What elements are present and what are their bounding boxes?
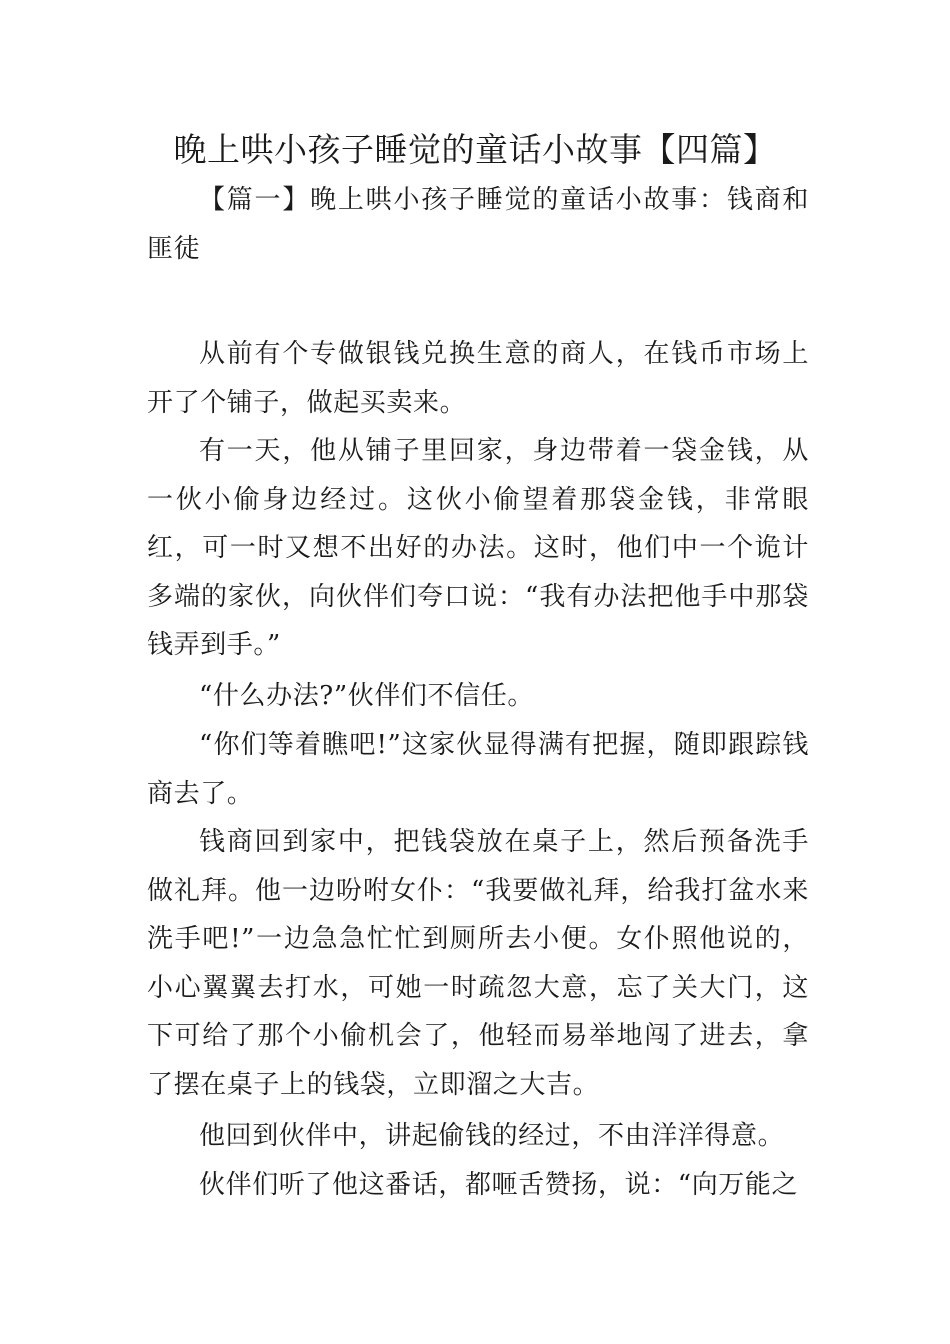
paragraph: 伙伴们听了他这番话，都咂舌赞扬，说：“向万能之	[199, 1170, 799, 1200]
paragraph: 从前有个专做银钱兑换生意的商人，在钱币市场上开了个铺子，做起买卖来。	[147, 339, 809, 418]
document-title: 晚上哄小孩子睡觉的童话小故事【四篇】	[173, 130, 777, 169]
paragraph: 有一天，他从铺子里回家，身边带着一袋金钱，从一伙小偷身边经过。这伙小偷望着那袋金钱，非常眼红，可一时又想不出好的办法。这时，他们中一个诡计多端的家伙，向伙伴们夸口说：“我有办法把他手中那袋钱弄到手。”	[147, 436, 809, 660]
paragraph: 钱商回到家中，把钱袋放在桌子上，然后预备洗手做礼拜。他一边吩咐女仆：“我要做礼拜，给我打盆水来洗手吧!”一边急急忙忙到厕所去小便。女仆照他说的，小心翼翼去打水，可她一时疏忽大意，忘了关大门，这下可给了那个小偷机会了，他轻而易举地闯了进去，拿了摆在桌子上的钱袋，立即溜之大吉。	[147, 827, 809, 1100]
section-heading: 【篇一】晚上哄小孩子睡觉的童话小故事：钱商和匪徒	[147, 185, 809, 264]
paragraph: “什么办法?”伙伴们不信任。	[199, 681, 534, 711]
paragraph: “你们等着瞧吧!”这家伙显得满有把握，随即跟踪钱商去了。	[147, 730, 809, 809]
paragraph: 他回到伙伴中，讲起偷钱的经过，不由洋洋得意。	[199, 1121, 785, 1151]
